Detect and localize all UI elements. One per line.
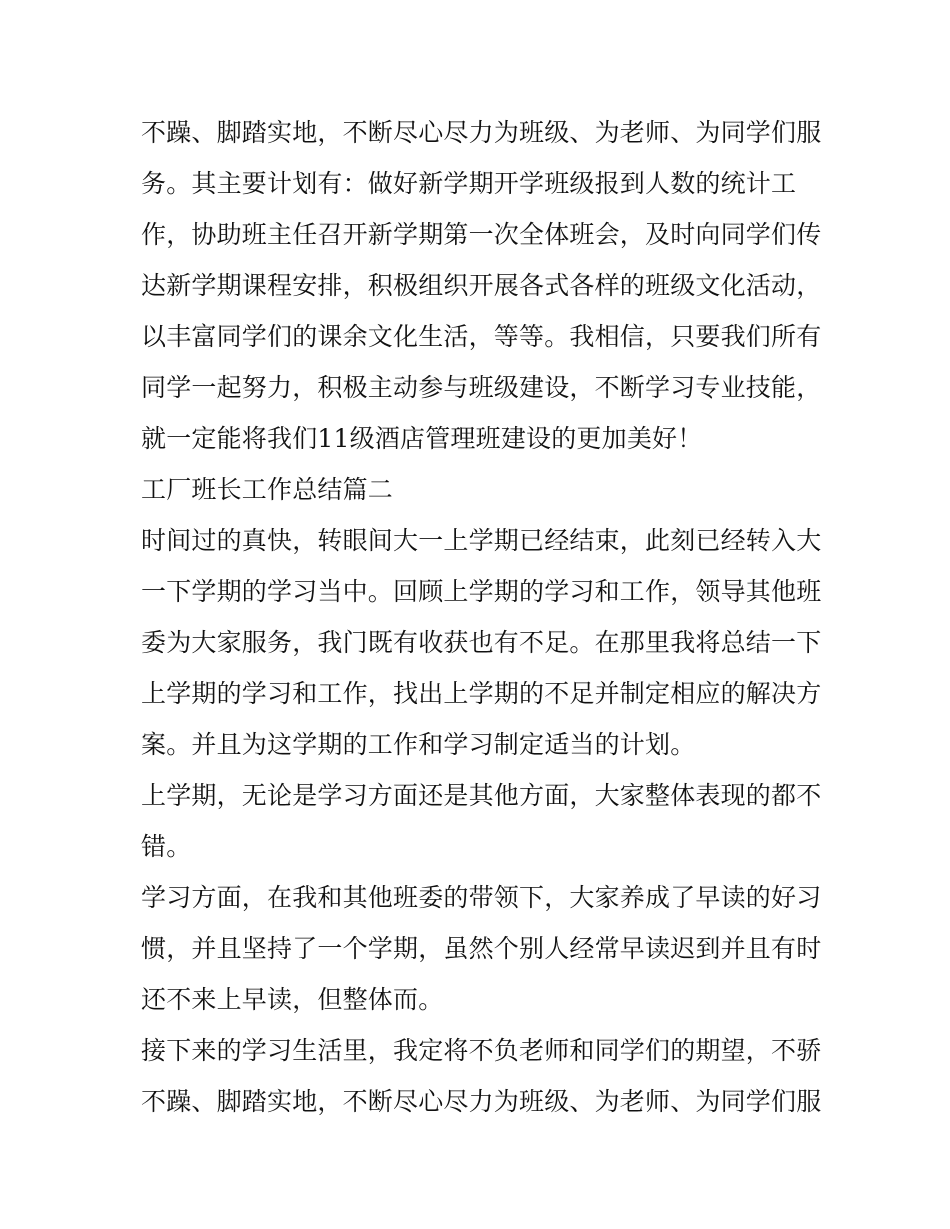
text-line: 惯，并且坚持了一个学期，虽然个别人经常早读迟到并且有时 (141, 934, 822, 963)
text-line: 时间过的真快，转眼间大一上学期已经结束，此刻已经转入大 (141, 526, 822, 555)
text-line: 不躁、脚踏实地，不断尽心尽力为班级、为老师、为同学们服 (141, 1087, 822, 1116)
text-line: 委为大家服务，我门既有收获也有不足。在那里我将总结一下 (141, 628, 822, 657)
text-line: 达新学期课程安排，积极组织开展各式各样的班级文化活动， (141, 271, 822, 300)
text-line: 就一定能将我们11级酒店管理班建设的更加美好！ (141, 424, 703, 453)
text-line: 不躁、脚踏实地，不断尽心尽力为班级、为老师、为同学们服 (141, 118, 822, 147)
text-line: 作，协助班主任召开新学期第一次全体班会，及时向同学们传 (141, 220, 822, 249)
text-line: 接下来的学习生活里，我定将不负老师和同学们的期望，不骄 (141, 1036, 822, 1065)
text-line: 同学一起努力，积极主动参与班级建设，不断学习专业技能， (141, 373, 822, 402)
text-line: 上学期，无论是学习方面还是其他方面，大家整体表现的都不 (141, 781, 822, 810)
text-line: 以丰富同学们的课余文化生活，等等。我相信，只要我们所有 (141, 322, 822, 351)
document-body (141, 107, 822, 1127)
text-line: 上学期的学习和工作，找出上学期的不足并制定相应的解决方 (141, 679, 822, 708)
text-line: 错。 (141, 832, 192, 861)
text-line: 一下学期的学习当中。回顾上学期的学习和工作，领导其他班 (141, 577, 822, 606)
text-line: 案。并且为这学期的工作和学习制定适当的计划。 (141, 730, 696, 759)
text-line: 务。其主要计划有：做好新学期开学班级报到人数的统计工 (141, 169, 797, 198)
text-line: 学习方面，在我和其他班委的带领下，大家养成了早读的好习 (141, 883, 822, 912)
text-line: 还不来上早读，但整体而。 (141, 985, 444, 1014)
section-heading: 工厂班长工作总结篇二 (141, 475, 394, 504)
